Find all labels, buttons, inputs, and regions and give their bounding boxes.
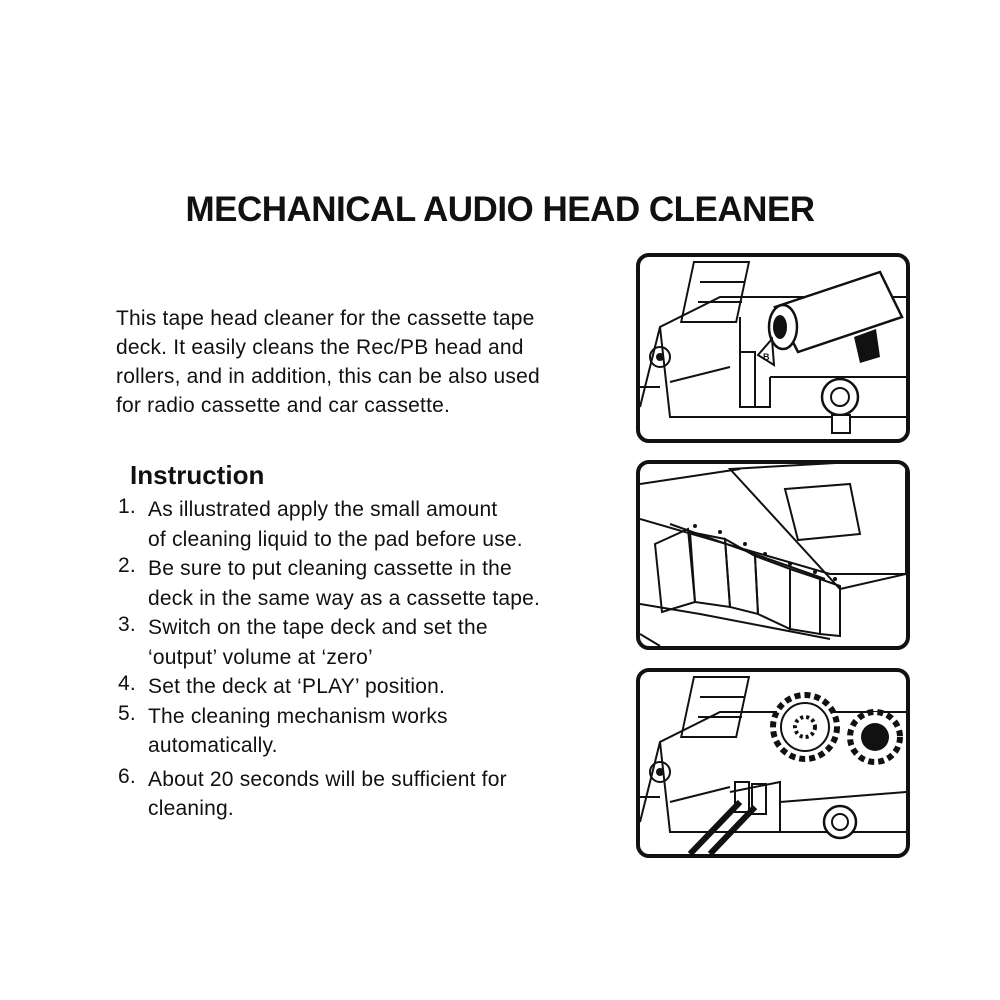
intro-paragraph [116,304,626,420]
step-text: deck in the same way as a cassette tape. [148,586,541,610]
step-text: cleaning. [148,797,234,820]
step-text: of cleaning liquid to the pad before use. [148,527,523,551]
instruction-step-5 [118,702,628,761]
intro-line: deck. It easily cleans the Rec/PB head and [116,336,524,359]
step-text: Be sure to put cleaning cassette in the [148,557,512,580]
step-text: automatically. [148,734,278,757]
applying-liquid-illustration [636,253,910,443]
step-text: As illustrated apply the small amount [148,498,498,521]
step-number: 1. [118,495,136,518]
step-number: 2. [118,554,136,577]
step-number: 3. [118,613,136,636]
instruction-step-1 [118,495,628,554]
applying-liquid-drawing [640,257,906,439]
page-title: MECHANICAL AUDIO HEAD CLEANER [185,190,815,229]
cleaning-mechanism-drawing [640,672,906,854]
step-number: 4. [118,672,136,695]
intro-line: rollers, and in addition, this can be also used [116,365,540,388]
instruction-step-2 [118,554,628,613]
cassette-deck-illustration [636,460,910,650]
cassette-deck-drawing [640,464,906,646]
intro-line: for radio cassette and car cassette. [116,394,451,417]
instruction-steps [118,495,628,824]
step-text: Set the deck at ‘PLAY’ position. [148,675,446,698]
step-text: ‘output’ volume at ‘zero’ [148,645,373,669]
instruction-heading: Instruction [130,460,265,490]
step-text: The cleaning mechanism works [148,704,448,728]
step-text: Switch on the tape deck and set the [148,616,488,639]
instruction-step-4 [118,672,628,702]
step-number: 5. [118,701,136,725]
step-number: 6. [118,764,136,788]
step-text: About 20 seconds will be sufficient for [148,767,507,791]
intro-line: This tape head cleaner for the cassette tape [116,307,535,330]
droplet-label: B [763,352,770,362]
instruction-step-6 [118,765,628,824]
cleaning-mechanism-illustration [636,668,910,858]
instruction-step-3 [118,613,628,672]
